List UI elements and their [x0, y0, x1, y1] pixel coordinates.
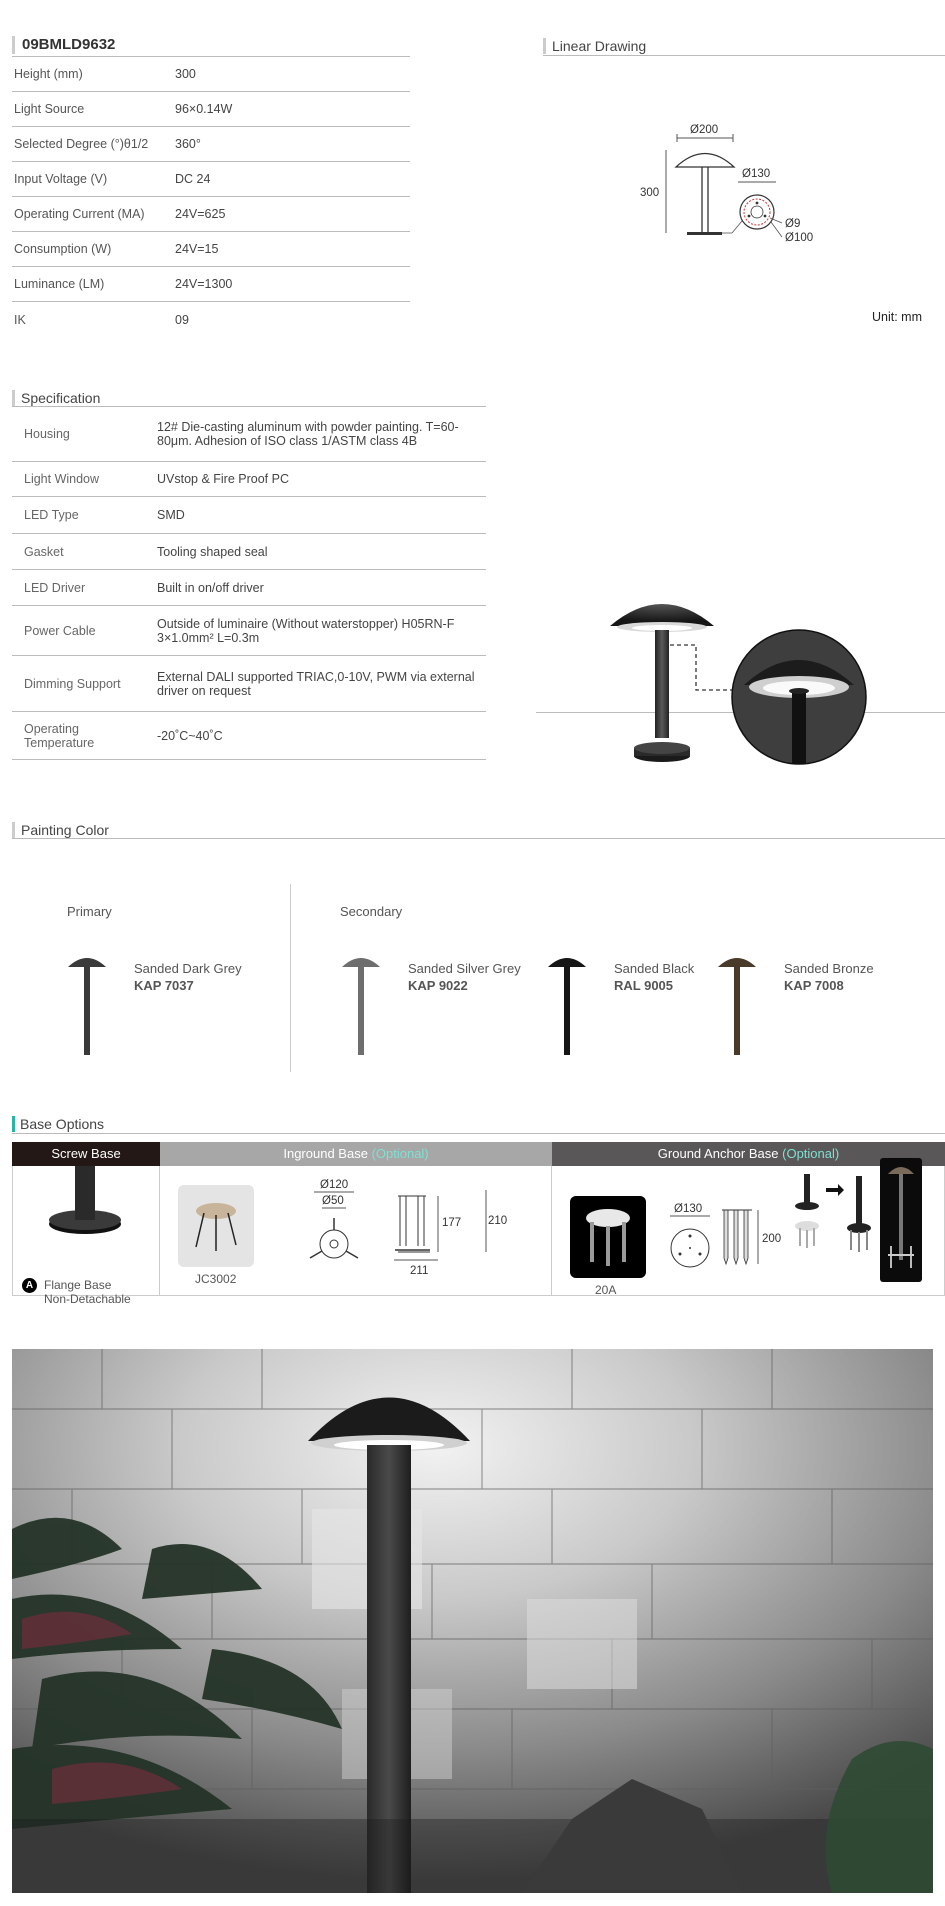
painting-color-underline — [12, 838, 945, 839]
dim-177: 177 — [442, 1217, 462, 1229]
specification-title: Specification — [12, 390, 100, 406]
base-options-accent — [12, 1116, 15, 1132]
color-divider — [290, 884, 291, 1072]
anchor-lamp-photo — [880, 1158, 922, 1282]
swatch-pole — [84, 967, 90, 1055]
scene-photo — [12, 1349, 933, 1893]
color-swatch-dark-grey — [66, 955, 108, 1057]
screw-base-header — [12, 1142, 160, 1166]
color-name-1: Sanded Silver Grey — [408, 961, 521, 976]
linear-drawing-svg — [620, 115, 880, 255]
spec-label: Light Window — [24, 472, 100, 486]
spec-label: Operating Temperature — [24, 721, 95, 750]
base-options-underline — [12, 1133, 945, 1134]
spec-label: Housing — [24, 427, 70, 441]
spec-value: 12# Die-casting aluminum with powder painting. T=60-80μm. Adhesion of ISO class 1/ASTM class 4B — [157, 420, 459, 448]
product-render — [596, 590, 876, 770]
linear-drawing-title: Linear Drawing — [543, 38, 646, 54]
spec-value: SMD — [157, 508, 185, 522]
anchor-dim-drawing — [664, 1200, 784, 1280]
spec-label: Gasket — [24, 544, 64, 559]
screw-base-label: Screw Base — [51, 1146, 121, 1161]
color-code-0: KAP 7037 — [134, 978, 194, 993]
spec-value: External DALI supported TRIAC,0-10V, PWM via external driver on request — [157, 669, 475, 698]
spec-row — [12, 534, 486, 570]
param-row — [12, 267, 410, 302]
param-label: IK — [14, 312, 26, 327]
color-name-3: Sanded Bronze — [784, 961, 874, 976]
jc3002-label: JC3002 — [195, 1272, 237, 1286]
painting-color-title: Painting Color — [12, 822, 109, 838]
secondary-label: Secondary — [340, 904, 403, 919]
inground-dim-drawing — [290, 1176, 530, 1282]
spec-row — [12, 407, 486, 462]
swatch-cap — [68, 958, 106, 967]
swatch-pole — [734, 967, 740, 1055]
param-row — [12, 92, 410, 127]
spec-label: LED Type — [24, 508, 79, 522]
primary-label: Primary — [67, 904, 112, 919]
color-code-1: KAP 9022 — [408, 978, 468, 993]
inground-optional: (Optional) — [371, 1146, 429, 1161]
spec-row — [12, 462, 486, 497]
dim-d120: Ø120 — [320, 1179, 349, 1191]
badge-a: A — [22, 1278, 37, 1293]
color-name-2: Sanded Black — [614, 961, 695, 976]
spec-row — [12, 497, 486, 534]
spec-value: -20˚C~40˚C — [157, 728, 223, 743]
color-code-3: KAP 7008 — [784, 978, 844, 993]
dim-d200: Ø200 — [690, 124, 719, 136]
anchor-20a-image — [570, 1196, 646, 1278]
jc3002-image — [178, 1185, 254, 1267]
param-label: Luminance (LM) — [14, 277, 105, 291]
color-code-2: RAL 9005 — [614, 978, 674, 993]
param-value: DC 24 — [175, 172, 211, 186]
flange-base-line1: Flange Base — [44, 1278, 112, 1292]
color-name-0: Sanded Dark Grey — [134, 961, 242, 976]
dim-d130: Ø130 — [742, 168, 771, 180]
param-row — [12, 57, 410, 92]
param-label: Operating Current (MA) — [14, 207, 145, 221]
param-value: 300 — [175, 67, 196, 81]
model-title: 09BMLD9632 — [22, 36, 116, 53]
param-label: Selected Degree (°)θ1/2 — [14, 137, 149, 151]
inground-base-header — [160, 1142, 552, 1166]
spec-row — [12, 606, 486, 656]
swatch-cap — [718, 958, 756, 967]
spec-value: Built in on/off driver — [157, 580, 264, 595]
color-swatch-black — [546, 955, 588, 1057]
swatch-cap — [548, 958, 586, 967]
param-row — [12, 162, 410, 197]
dim-anchor-d130: Ø130 — [674, 1203, 703, 1215]
dim-d100: Ø100 — [785, 232, 814, 244]
param-value: 24V=15 — [175, 242, 219, 256]
dim-h300: 300 — [640, 187, 660, 199]
spec-value: UVstop & Fire Proof PC — [157, 472, 289, 486]
color-swatch-silver-grey — [340, 955, 382, 1057]
inground-base-label: Inground Base — [283, 1146, 368, 1161]
swatch-pole — [564, 967, 570, 1055]
spec-row — [12, 712, 486, 760]
spec-row — [12, 570, 486, 606]
unit-label: Unit: mm — [872, 310, 922, 324]
param-row — [12, 127, 410, 162]
ground-anchor-label: Ground Anchor Base — [657, 1146, 779, 1161]
dim-d9: Ø9 — [785, 218, 801, 230]
param-label: Input Voltage (V) — [14, 172, 108, 186]
dim-211: 211 — [410, 1265, 429, 1277]
param-value: 360° — [175, 137, 201, 151]
swatch-pole — [358, 967, 364, 1055]
spec-label: Power Cable — [24, 623, 96, 638]
param-value: 24V=625 — [175, 207, 226, 221]
base-divider-2 — [551, 1166, 552, 1296]
swatch-cap — [342, 958, 380, 967]
param-label: Light Source — [14, 102, 85, 116]
param-label: Height (mm) — [14, 67, 83, 81]
spec-label: Dimming Support — [24, 676, 121, 691]
dim-200: 200 — [762, 1233, 782, 1245]
param-value: 96×0.14W — [175, 102, 233, 116]
color-swatch-bronze — [716, 955, 758, 1057]
anchor-install-steps — [794, 1174, 882, 1278]
spec-label: LED Driver — [24, 580, 86, 595]
param-row — [12, 302, 410, 337]
anchor-optional: (Optional) — [782, 1146, 840, 1161]
base-options-title: Base Options — [20, 1116, 105, 1132]
flange-base-image — [40, 1166, 130, 1238]
param-value: 24V=1300 — [175, 277, 233, 291]
flange-base-line2: Non-Detachable — [44, 1292, 131, 1306]
model-title-bar — [12, 36, 15, 54]
param-value: 09 — [175, 312, 189, 327]
base-divider-1 — [159, 1166, 160, 1296]
spec-row — [12, 656, 486, 712]
spec-value: Tooling shaped seal — [157, 544, 268, 559]
param-row — [12, 232, 410, 267]
linear-drawing-underline — [543, 55, 945, 56]
param-label: Consumption (W) — [14, 242, 112, 256]
anchor-20a-label: 20A — [595, 1283, 617, 1297]
spec-value: Outside of luminaire (Without waterstopper) H05RN-F 3×1.0mm² L=0.3m — [157, 616, 455, 645]
dim-d50: Ø50 — [322, 1195, 344, 1207]
param-row — [12, 197, 410, 232]
dim-210: 210 — [488, 1215, 508, 1227]
